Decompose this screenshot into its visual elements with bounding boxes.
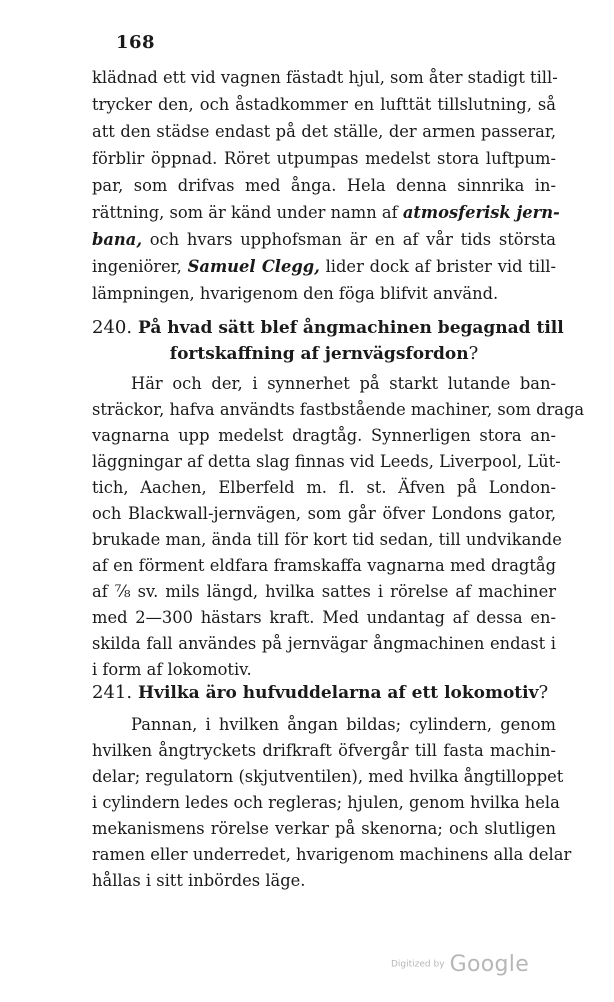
text-line: delar; regulatorn (skjutventilen), med hvilka ångtilloppet — [92, 767, 564, 786]
section-heading-240 — [92, 315, 564, 341]
text-line: hvilken ångtryckets drifkraft öfvergår till fasta machin- — [92, 741, 556, 760]
text-line-with-emphasis — [92, 254, 556, 280]
text-line: klädnad ett vid vagnen fästadt hjul, som åter stadigt till- — [92, 68, 558, 87]
digitized-by-watermark — [391, 952, 529, 977]
text-line-with-emphasis — [92, 200, 560, 226]
text-line: i cylindern ledes och regleras; hjulen, genom hvilka hela — [92, 793, 560, 812]
text-line: ramen eller underredet, hvarigenom machinens alla delar — [92, 845, 572, 864]
emphasis-text: Samuel Clegg, — [187, 257, 320, 276]
text-fragment: bana, och hvars upphofsman är en af vår tids största — [92, 230, 556, 249]
google-logo: Google — [449, 952, 530, 977]
text-line: af ⅞ sv. mils längd, hvilka sattes i rörelse af machiner — [92, 582, 556, 601]
text-line: med 2—300 hästars kraft. Med undantag af dessa en- — [92, 608, 556, 627]
text-fragment: ingeniörer, Samuel Clegg, lider dock af brister vid till- — [92, 257, 556, 276]
text-line: Pannan, i hvilken ångan bildas; cylindern, genom — [131, 715, 556, 734]
text-line: i form af lokomotiv. — [92, 660, 252, 679]
emphasis-text: atmosferisk jern- — [402, 203, 560, 222]
text-line: skilda fall användes på jernvägar ångmachinen endast i — [92, 634, 556, 653]
section-heading-240-cont — [92, 341, 556, 367]
text-line: Här och der, i synnerhet på starkt lutande ban- — [131, 374, 556, 393]
text-line: mekanismens rörelse verkar på skenorna; och slutligen — [92, 819, 556, 838]
section-question-cont: fortskaffning af jernvägsfordon — [169, 344, 469, 364]
text-line: vagnarna upp medelst dragtåg. Synnerligen stora an- — [92, 426, 556, 445]
text-line: och Blackwall-jernvägen, som går öfver Londons gator, — [92, 504, 556, 523]
text-line: par, som drifvas med ånga. Hela denna sinnrika in- — [92, 176, 556, 195]
text-line: trycker den, och åstadkommer en lufttät tillslutning, så — [92, 95, 556, 114]
text-line: tich, Aachen, Elberfeld m. fl. st. Äfven på London- — [92, 478, 556, 497]
section-number: 240. — [92, 317, 133, 338]
question-mark: ? — [468, 343, 479, 364]
section-question: På hvad sätt blef ångmachinen begagnad till — [138, 318, 564, 338]
text-line: förblir öppnad. Röret utpumpas medelst stora luftpum- — [92, 149, 556, 168]
text-line: läggningar af detta slag finnas vid Leeds, Liverpool, Lüt- — [92, 452, 561, 471]
watermark-prefix: Digitized by — [391, 959, 445, 970]
emphasis-text: bana, — [92, 230, 142, 249]
text-fragment: rättning, som är känd under namn af atmosferisk jern- — [92, 203, 560, 222]
section-number: 241. — [92, 682, 133, 703]
text-line: att den städse endast på det ställe, der armen passerar, — [92, 122, 556, 141]
text-line: lämpningen, hvarigenom den föga blifvit använd. — [92, 284, 499, 303]
section-question: Hvilka äro hufvuddelarna af ett lokomotiv — [138, 683, 539, 703]
text-line: af en förment eldfara framskaffa vagnarna med dragtåg — [92, 556, 556, 575]
page-number: 168 — [116, 32, 156, 53]
section-heading-241 — [92, 680, 556, 706]
text-line: brukade man, ända till för kort tid sedan, till undvikande — [92, 530, 562, 549]
text-line: hållas i sitt inbördes läge. — [92, 871, 306, 890]
question-mark: ? — [538, 682, 549, 703]
text-line-with-emphasis — [92, 227, 556, 253]
text-line: sträckor, hafva användts fastbstående machiner, som draga — [92, 400, 585, 419]
